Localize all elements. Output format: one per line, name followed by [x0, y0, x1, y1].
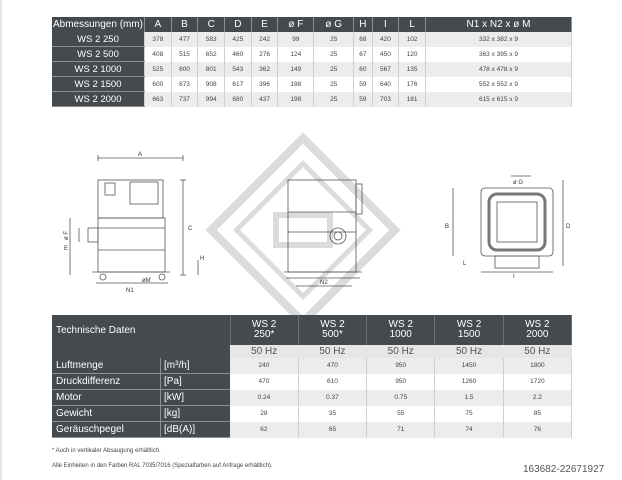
dim-value-cell: 396 — [251, 77, 278, 92]
dim-value-cell: 583 — [198, 32, 225, 47]
spec-value-cell: 470 — [230, 374, 298, 390]
dim-value-cell: 552 x 552 x 9 — [425, 77, 571, 92]
tech-header-row — [52, 315, 572, 345]
spec-value-cell: 55 — [367, 406, 435, 422]
footnote-colors: Alle Einheiten in den Farben RAL 7035/7016 (Spezialfarben auf Anfrage erhältlich). — [52, 463, 273, 469]
model-size-label: 1500 — [457, 329, 481, 340]
dim-value-cell: 378 — [145, 32, 172, 47]
dim-value-cell: 25 — [314, 92, 354, 107]
dim-value-cell: 59 — [354, 77, 373, 92]
spec-value-cell: 74 — [435, 422, 503, 438]
dim-header-cell: E — [251, 17, 278, 32]
spec-unit: [Pa] — [161, 374, 231, 390]
dim-header-cell: I — [372, 17, 399, 32]
dim-table-row — [52, 62, 572, 77]
model-size-label: 500* — [322, 329, 343, 340]
spec-value-cell: 1450 — [435, 358, 503, 374]
dim-value-cell: 408 — [145, 47, 172, 62]
tech-table-row — [52, 358, 572, 374]
spec-value-cell: 610 — [298, 374, 366, 390]
frequency-cell: 50 Hz — [230, 345, 298, 358]
dim-value-cell: 135 — [399, 62, 426, 77]
dim-label-m: øM — [142, 278, 151, 284]
spec-value-cell: 75 — [435, 406, 503, 422]
model-header-cell — [435, 315, 503, 345]
model-name-cell: WS 2 500 — [52, 47, 145, 62]
dim-value-cell: 420 — [372, 32, 399, 47]
dim-value-cell: 25 — [314, 77, 354, 92]
dim-value-cell: 60 — [354, 62, 373, 77]
spec-label: Geräuschpegel — [52, 422, 161, 438]
technical-data-table — [52, 315, 572, 438]
dim-value-cell: 363 x 395 x 9 — [425, 47, 571, 62]
dim-label-f: ø F — [64, 231, 70, 240]
dim-label-g: ø G — [513, 180, 523, 186]
dim-value-cell: 543 — [225, 62, 252, 77]
spec-label: Motor — [52, 390, 161, 406]
model-series-label: WS 2 — [388, 319, 413, 330]
model-header-cell — [298, 315, 366, 345]
dim-value-cell: 600 — [171, 62, 198, 77]
dim-value-cell: 703 — [372, 92, 399, 107]
dim-table-row — [52, 47, 572, 62]
dim-value-cell: 640 — [372, 77, 399, 92]
dim-value-cell: 102 — [399, 32, 426, 47]
spec-value-cell: 35 — [298, 406, 366, 422]
frequency-cell: 50 Hz — [367, 345, 435, 358]
spec-unit: [kg] — [161, 406, 231, 422]
dim-label-h: H — [200, 256, 205, 262]
dim-value-cell: 994 — [198, 92, 225, 107]
dim-value-cell: 801 — [198, 62, 225, 77]
dim-label-d: D — [566, 224, 571, 230]
dim-value-cell: 652 — [198, 47, 225, 62]
tech-table-title: Technische Daten — [52, 315, 230, 345]
dim-value-cell: 477 — [171, 32, 198, 47]
dim-value-cell: 617 — [225, 77, 252, 92]
dim-header-cell: C — [198, 17, 225, 32]
dim-value-cell: 198 — [278, 77, 314, 92]
model-size-label: 1000 — [389, 329, 412, 340]
dim-value-cell: 176 — [399, 77, 426, 92]
dim-label-l: L — [463, 261, 467, 267]
model-size-label: 2000 — [526, 329, 549, 340]
dim-value-cell: 478 x 478 x 9 — [425, 62, 571, 77]
tech-table-row — [52, 406, 572, 422]
spec-value-cell: 1.5 — [435, 390, 503, 406]
model-series-label: WS 2 — [525, 319, 550, 330]
tech-table-row — [52, 422, 572, 438]
tech-table-row — [52, 390, 572, 406]
dim-header-cell: D — [225, 17, 252, 32]
spec-value-cell: 2.2 — [503, 390, 571, 406]
dimensions-header-row — [52, 17, 572, 32]
model-header-cell — [230, 315, 298, 345]
dim-value-cell: 67 — [354, 47, 373, 62]
dim-value-cell: 59 — [354, 92, 373, 107]
model-header-cell — [367, 315, 435, 345]
tech-table-body — [52, 345, 572, 438]
dim-header-cell: B — [171, 17, 198, 32]
footnote-vertical: * Auch in vertikaler Absaugung erhältlich. — [52, 448, 161, 454]
dim-table-row — [52, 77, 572, 92]
dim-table-row — [52, 92, 572, 107]
spec-value-cell: 0.75 — [367, 390, 435, 406]
dim-header-cell: ø G — [314, 17, 354, 32]
dim-value-cell: 68 — [354, 32, 373, 47]
dimensions-body — [52, 32, 572, 107]
dim-label-i: I — [513, 274, 515, 280]
spec-value-cell: 1720 — [503, 374, 571, 390]
dim-label-e: E — [64, 246, 69, 252]
dim-value-cell: 198 — [278, 92, 314, 107]
spec-value-cell: 1260 — [435, 374, 503, 390]
dim-value-cell: 362 — [251, 62, 278, 77]
model-series-label: WS 2 — [456, 319, 482, 330]
dim-value-cell: 25 — [314, 32, 354, 47]
dim-header-cell: ø F — [278, 17, 314, 32]
frequency-cell: 50 Hz — [503, 345, 571, 358]
spec-label: Gewicht — [52, 406, 161, 422]
dim-value-cell: 124 — [278, 47, 314, 62]
frequency-spacer — [52, 345, 230, 358]
spec-value-cell: 0.37 — [298, 390, 366, 406]
dim-value-cell: 460 — [225, 47, 252, 62]
dim-value-cell: 99 — [278, 32, 314, 47]
spec-value-cell: 470 — [298, 358, 366, 374]
dim-value-cell: 332 x 382 x 9 — [425, 32, 571, 47]
dim-value-cell: 600 — [145, 77, 172, 92]
spec-label: Druckdifferenz — [52, 374, 161, 390]
dim-value-cell: 525 — [145, 62, 172, 77]
dim-value-cell: 615 x 615 x 9 — [425, 92, 571, 107]
dim-value-cell: 25 — [314, 47, 354, 62]
model-name-cell: WS 2 250 — [52, 32, 145, 47]
spec-unit: [dB(A)] — [161, 422, 231, 438]
model-series-label: WS 2 — [320, 319, 345, 330]
dim-label-b: B — [445, 224, 450, 230]
tech-table-row — [52, 374, 572, 390]
dim-header-cell: A — [145, 17, 172, 32]
frequency-row — [52, 345, 572, 358]
dim-label-n1: N1 — [126, 288, 134, 294]
spec-value-cell: 76 — [503, 422, 571, 438]
dim-value-cell: 242 — [251, 32, 278, 47]
dim-label-n2: N2 — [320, 280, 328, 286]
spec-unit: [kW] — [161, 390, 231, 406]
dim-value-cell: 181 — [399, 92, 426, 107]
model-name-cell: WS 2 1500 — [52, 77, 145, 92]
model-size-label: 250* — [253, 329, 275, 340]
dim-value-cell: 276 — [251, 47, 278, 62]
dim-value-cell: 908 — [198, 77, 225, 92]
dim-table-row — [52, 32, 572, 47]
dim-value-cell: 120 — [399, 47, 426, 62]
spec-value-cell: 28 — [230, 406, 298, 422]
frequency-cell: 50 Hz — [298, 345, 366, 358]
model-name-cell: WS 2 1000 — [52, 62, 145, 77]
dim-value-cell: 149 — [278, 62, 314, 77]
dim-header-cell: N1 x N2 x ø M — [425, 17, 571, 32]
dim-value-cell: 437 — [251, 92, 278, 107]
dim-value-cell: 425 — [225, 32, 252, 47]
dim-value-cell: 567 — [372, 62, 399, 77]
spec-value-cell: 950 — [367, 358, 435, 374]
dim-label-c: C — [188, 226, 193, 232]
dim-value-cell: 737 — [171, 92, 198, 107]
listing-id: 163682-22671927 — [523, 464, 605, 475]
dim-header-cell: H — [354, 17, 373, 32]
spec-value-cell: 1800 — [503, 358, 571, 374]
dim-label-a: A — [138, 152, 143, 158]
spec-value-cell: 62 — [230, 422, 298, 438]
spec-value-cell: 240 — [230, 358, 298, 374]
spec-value-cell: 0.24 — [230, 390, 298, 406]
dim-value-cell: 515 — [171, 47, 198, 62]
spec-value-cell: 950 — [367, 374, 435, 390]
dim-value-cell: 663 — [145, 92, 172, 107]
model-name-cell: WS 2 2000 — [52, 92, 145, 107]
side-view-drawing — [278, 170, 373, 300]
model-header-cell — [503, 315, 571, 345]
spec-value-cell: 71 — [367, 422, 435, 438]
spec-unit: [m³/h] — [161, 358, 231, 374]
left-edge — [0, 0, 2, 480]
dim-header-cell: Abmessungen (mm) — [52, 19, 144, 30]
model-series-label: WS 2 — [251, 319, 277, 330]
spec-label: Luftmenge — [52, 358, 161, 374]
spec-value-cell: 65 — [298, 422, 366, 438]
dim-header-cell: L — [399, 17, 426, 32]
dimensions-table — [52, 17, 572, 107]
frequency-cell: 50 Hz — [435, 345, 503, 358]
top-view-drawing — [433, 170, 583, 280]
dim-value-cell: 25 — [314, 62, 354, 77]
dim-value-cell: 680 — [225, 92, 252, 107]
dim-value-cell: 673 — [171, 77, 198, 92]
dim-value-cell: 450 — [372, 47, 399, 62]
spec-value-cell: 85 — [503, 406, 571, 422]
